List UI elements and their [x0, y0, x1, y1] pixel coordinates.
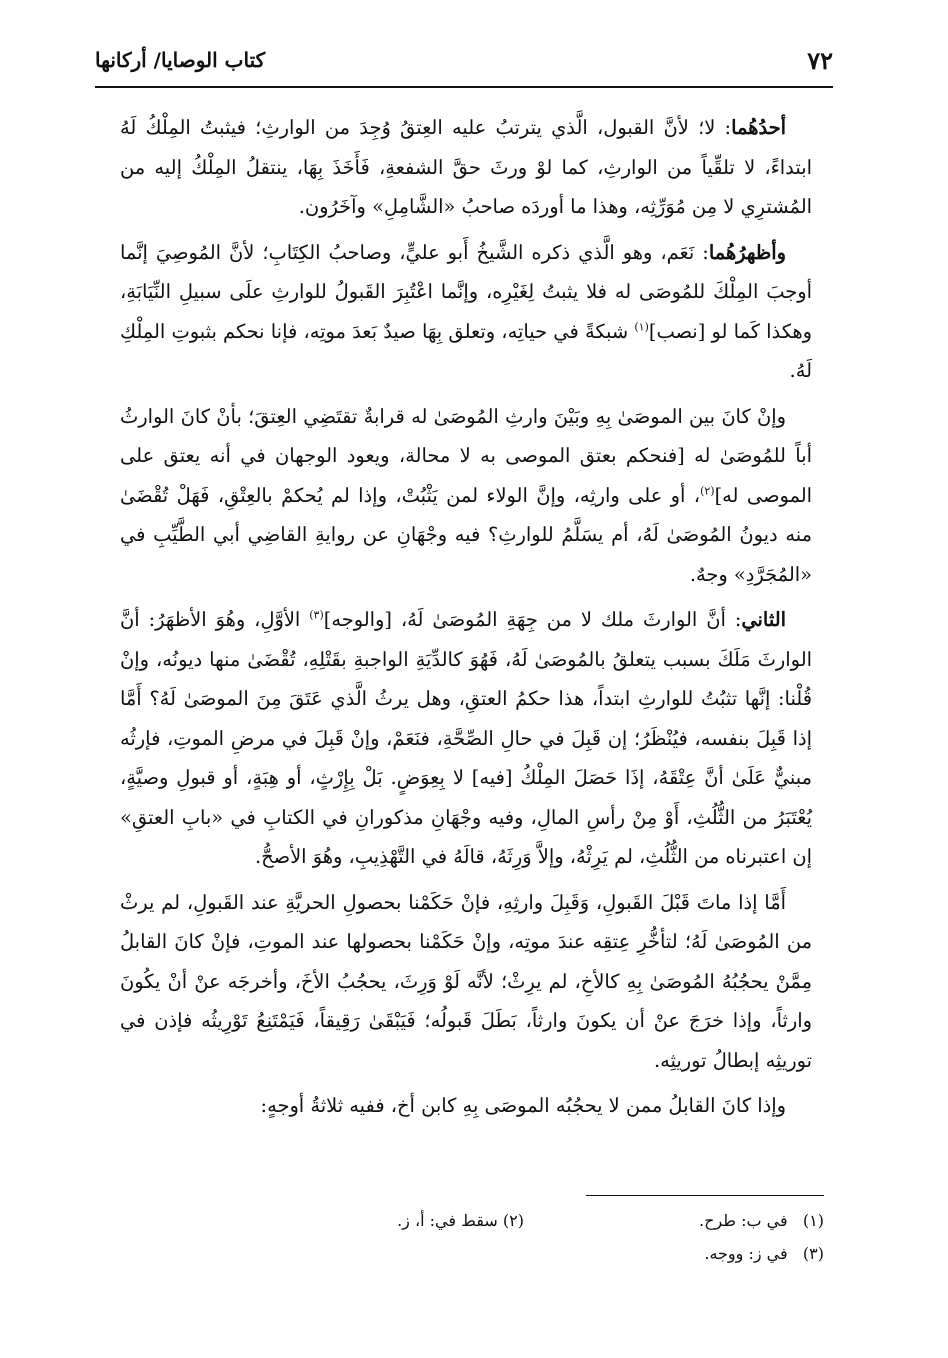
paragraph-text: : أنَّ الوارثَ ملك لا من جِهَةِ المُوصَىٰ لَهُ، [والوجه]	[323, 608, 742, 631]
paragraph-3	[120, 397, 812, 595]
paragraph-text: : نَعَم، وهو الَّذي ذكره الشَّيخُ أَبو عليٍّ، وصاحبُ الكِتَابِ؛ لأنَّ المُوصِيَ إنَّما أوجبَ المِلْكَ للمُوصَى له فلا يثبتُ لِغَيْرِه، وإنَّما اعْتُبِرَ القَبولُ للوارثِ علَى سبيلِ النِّيَابَةِ، وهكذا كَما لو [نصب]	[120, 240, 813, 343]
paragraph-text: أَمَّا إذا ماتَ قَبْلَ القَبولِ، وَقَبِلَ وارثِهِ، فإنْ حَكَمْنا بحصولِ الحريَّةِ عند القَبولِ، لم يرثْ من المُوصَىٰ لَهُ؛ لتأخُّرِ عِتقِه عندَ موتِه، وإنْ حَكَمْنا بحصولها عند الموتِ، فإنْ كانَ القابلُ مِمَّنْ يحجُبُهُ المُوصَىٰ بِهِ كالأخِ، لم يرِثْ؛ لأنَّه لَوْ وَرِثَ، يحجُبُ الأخَ، وأخرجَه عنْ أنْ يكُونَ وارثاً، وإذا خرَجَ عنْ أن يكونَ وارثاً، بَطَلَ قَبولُه؛ فَيَبْقَىٰ رَقِيقاً، فَيَمْتَنِعُ تَوْرِيثُه فإذن في توريثِه إبطالُ توريثِه.	[120, 890, 812, 1072]
running-title: كتاب الوصايا/ أركانها	[95, 48, 266, 72]
footnote-number: (١)	[802, 1211, 824, 1230]
paragraph-text: الأوَّلِ، وهُوَ الأظهَرُ: أنَّ الوارثَ مَلَكَ بسبب يتعلقُ بالمُوصَىٰ لَهُ، فَهُوَ كالدِّيَةِ الواجبةِ بقَتْلِهِ، تُقْضَىٰ منها ديونُه، وإنْ قُلْنا: إنَّها تثبُتُ للوارثِ ابتداً، هذا حكمُ العتقِ، وهل يرثُ الَّذي عَتَقَ مِنَ الموصَىٰ لَهُ؟ أَمَّا إذا قَبِلَ بنفسه، فيُنْظَرُ؛ إن قَبِلَ في حالِ الصِّحَّةِ، فنَعَمْ، وإنْ قَبِلَ في مرضِ الموتِ، فإرثُه مبنيٌّ عَلَىٰ أنَّ عِتْقَهُ، إذَا حَصَلَ المِلْكُ [فيه] لا بِعِوَضٍ. بَلْ بِإِرْثٍ، أو هِبَةٍ، أو قبولِ وصيَّةٍ، يُعْتَبَرُ من الثُّلُثِ، أَوْ مِنْ رأسِ المالِ، وفيه وجْهَانِ مذكورانِ في الكتابِ في «بابِ العتقِ» إن اعتبرناه من الثُّلُثِ، لم يَرِثْهُ، وإلاَّ وَرِثَهُ، قالَهُ في التَّهْذِيبِ، وهُوَ الأصحُّ.	[120, 608, 812, 868]
footnote-2	[224, 1211, 524, 1230]
paragraph-6	[120, 1086, 812, 1126]
footnote-text: سقط في: أ، ز.	[397, 1211, 498, 1230]
paragraph-text: ، أو على وارثِه، وإنَّ الولاء لمن يَثْبُتْ، وإذا لم يُحكمْ بالعِتْقِ، فَهَلْ تُقْضَىٰ منه ديونُ المُوصَىٰ لَهُ، أم يسَلَّمُ للوارثِ؟ فيه وجْهَانِ عن روايةِ القاضِي أبي الطَّيِّبِ في «المُجَرَّدِ» وجهٌ.	[120, 483, 812, 586]
page-number: ٧٢	[807, 45, 833, 75]
footnote-text: في ز: ووجه.	[704, 1244, 788, 1263]
footnote-marker: (٢)	[700, 484, 715, 498]
footnote-divider	[586, 1195, 824, 1196]
footnote-row	[120, 1211, 824, 1230]
paragraph-text: شبكةً في حياتِه، وتعلق بِهَا صيدٌ بَعدَ موتِه، فإنا نحكم بثبوتِ المِلْكِ لَهُ.	[120, 319, 812, 382]
paragraph-text: وإذا كانَ القابلُ ممن لا يحجُبُه الموصَى بِهِ كابن أخ، ففيه ثلاثةُ أوجهٍ:	[260, 1094, 786, 1117]
footnote-number: (٣)	[802, 1244, 824, 1263]
paragraph-lead: وأظهرُهُما	[708, 240, 786, 264]
paragraph-5	[120, 883, 812, 1081]
footnote-row	[120, 1244, 824, 1263]
paragraph-text: : لا؛ لأنَّ القبول، الَّذي يترتبُ عليه العِتقُ وُجِدَ من الوارثِ؛ فيثبتُ المِلْكُ لَهُ ابتداءً، لا تلقِّياً من الوارثِ، كما لوْ ورثَ حقَّ الشفعةِ، فَأَخَذَ بِهَا، ينتقلُ المِلْكُ إليه من المُشترِي لا مِن مُوَرِّثِه، وهذا ما أوردَه صاحبُ «الشَّامِلِ» وآخَرُون.	[120, 116, 812, 218]
footnote-3	[524, 1244, 824, 1263]
footnote-marker: (١)	[634, 320, 649, 334]
main-text	[120, 108, 812, 1132]
paragraph-1	[120, 108, 812, 227]
footnote-number: (٢)	[502, 1211, 524, 1230]
paragraph-lead: أحدُهُما	[731, 116, 786, 139]
paragraph-4	[120, 600, 812, 877]
footnote-marker: (٣)	[309, 608, 324, 622]
page-header	[95, 40, 833, 80]
header-divider	[95, 86, 833, 88]
footnote-text: في ب: طرح.	[699, 1211, 788, 1230]
paragraph-lead: الثاني	[741, 608, 786, 631]
footnote-1	[524, 1211, 824, 1230]
paragraph-2	[120, 233, 812, 391]
paragraph-text: وإنْ كانَ بين الموصَىٰ بِهِ وبَيْنَ وارثِ المُوصَىٰ له قرابةٌ تقتَضِي العِتقَ؛ بأنْ كانَ الوارثُ أباً للمُوصَىٰ له [فنحكم بعتق الموصى به لا محالة، ويعود الوجهان في أنه يعتق على الموصى له]	[120, 404, 812, 507]
